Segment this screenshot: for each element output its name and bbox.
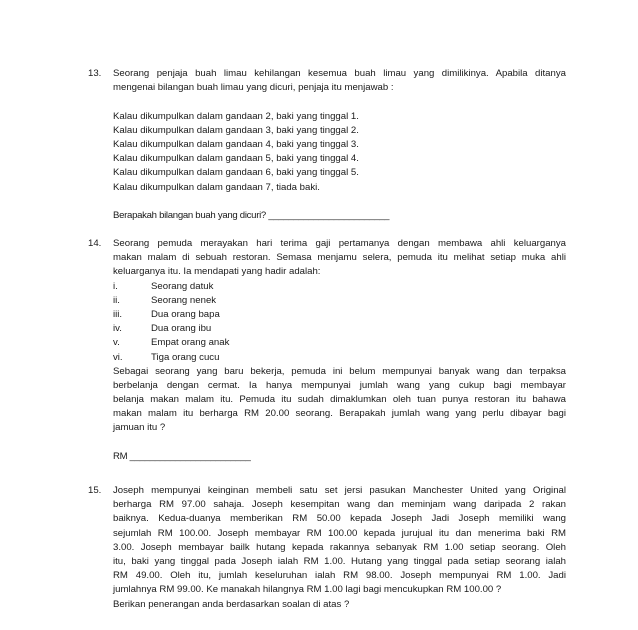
question-text-line: Berikan penerangan anda berdasarkan soalan di atas ? [113,598,350,610]
question-number: 14. [88,238,102,249]
question-text-line: Seorang penjaja buah limau kehilangan kesemua buah limau yang dimilikinya. Apabila ditanya [113,68,566,79]
question-number: 15. [88,485,102,496]
question-text-line: itu, baki yang tinggal pada Joseph ialah RM 1.00. Hutang yang tinggal pada setiap seorang ialah [113,555,566,567]
question-text-line: 3.00. Joseph membayar bailk hutang kepada rakannya sebanyak RM 1.00 setiap seorang. Oleh [113,541,566,553]
question-text-line: sejumlah RM 100.00. Joseph membayar RM 100.00 kepada jurujual itu dan menerima baki RM [113,527,566,539]
question-text-line: mengenai bilangan buah limau yang dicuri, penjaja itu menjawab : [113,82,394,94]
question-text-line: keluarganya itu. Ia mendapati yang hadir adalah: [113,266,321,278]
guest-item: iii. Dua orang bapa [113,308,220,320]
question-15 [88,484,566,612]
guest-item: vi. Tiga orang cucu [113,351,220,363]
guest-item: iv. Dua orang ibu [113,323,212,335]
answer-line: RM ________________________ [113,450,251,462]
answer-line: Berapakah bilangan buah yang dicuri? ________________________ [113,209,390,221]
question-text-line: Joseph mempunyai keinginan membeli satu set jersi pasukan Manchester United yang Original [113,485,566,496]
clue-line: Kalau dikumpulkan dalam gandaan 2, baki yang tinggal 1. [113,110,359,122]
clue-line: Kalau dikumpulkan dalam gandaan 4, baki yang tinggal 3. [113,138,359,150]
guest-item: i. Seorang datuk [113,280,214,292]
story-line: Sebagai seorang yang baru bekerja, pemuda ini belum mempunyai banyak wang dan terpaksa [113,365,566,377]
story-line: berbelanja dengan cermat. Ia hanya mempunyai jumlah wang yang cukup bagi membayar [113,379,566,391]
question-text-line: RM 49.00. Oleh itu, jumlah keseluruhan ialah RM 98.00. Joseph mempunyai RM 1.00. Jadi [113,570,566,582]
story-line: makan malam itu berharga RM 20.00 seorang. Berapakah jumlah wang yang perlu dibayar bagi [113,408,566,420]
question-text-line: baiknya. Kedua-duanya memberikan RM 50.00 kepada Joseph Jadi Joseph memiliki wang [113,513,566,525]
question-13 [88,67,566,223]
guest-item: ii. Seorang nenek [113,294,217,306]
story-line: jamuan itu ? [113,422,166,434]
clue-line: Kalau dikumpulkan dalam gandaan 7, tiada baki. [113,181,320,193]
question-text-line: jumlahnya RM 99.00. Ke manakah hilangnya RM 1.00 lagi bagi mencukupkan RM 100.00 ? [113,584,502,596]
question-text-line: makan malam di sebuah restoran. Semasa menjamu selera, pemuda itu melihat setiap muka ahli [113,252,566,264]
question-14 [88,237,566,464]
clue-line: Kalau dikumpulkan dalam gandaan 6, baki yang tinggal 5. [113,167,359,179]
guest-item: v. Empat orang anak [113,337,230,349]
story-line: belanja makan malam itu. Pemuda itu sudah dimaklumkan oleh tuan punya restoran itu bahawa [113,394,566,406]
question-text-line: Seorang pemuda merayakan hari terima gaji pertamanya dengan membawa ahli keluarganya [113,238,566,249]
clue-line: Kalau dikumpulkan dalam gandaan 3, baki yang tinggal 2. [113,124,359,136]
question-text-line: berharga RM 97.00 sahaja. Joseph kesempitan wang dan meminjam wang daripada 2 rakan [113,499,566,511]
clue-line: Kalau dikumpulkan dalam gandaan 5, baki yang tinggal 4. [113,153,359,165]
question-number: 13. [88,68,102,79]
